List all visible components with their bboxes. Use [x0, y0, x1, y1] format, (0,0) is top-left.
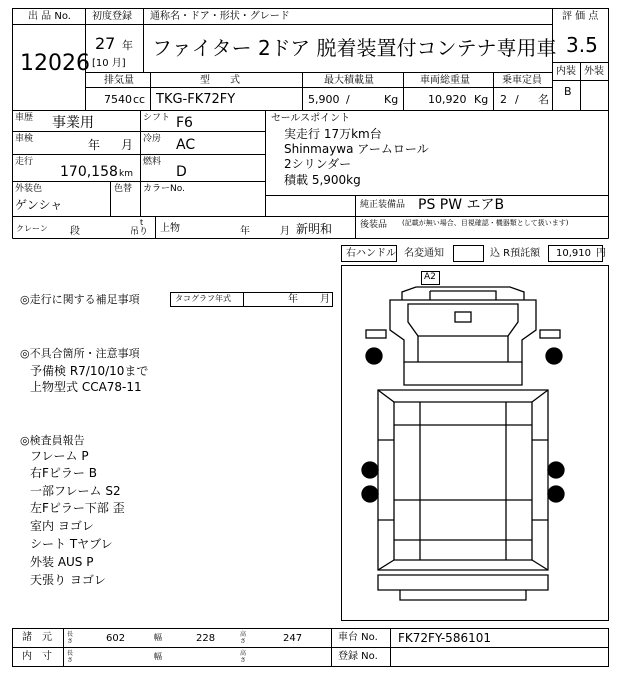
spec-label: 諸 元: [22, 632, 52, 643]
inspector-report-line: 一部フレーム S2: [30, 484, 121, 498]
lot-number: 12026: [20, 51, 90, 76]
fuel-value: D: [176, 164, 187, 180]
first-registration-label: 初度登録: [92, 11, 132, 22]
registration-no-label: 登録 No.: [338, 651, 378, 662]
body-label: 上物: [160, 223, 180, 234]
sales-points-label: セールスポイント: [271, 113, 351, 124]
length-label: 長さ: [67, 631, 74, 645]
fuel-label: 燃料: [143, 157, 162, 167]
crane-stage-unit: 段: [70, 226, 80, 237]
color-code-label: カラーNo.: [143, 184, 185, 194]
sales-point-line: 実走行 17万km台: [284, 127, 382, 141]
crane-label: クレーン: [16, 224, 48, 233]
ac-label: 冷房: [143, 134, 162, 144]
displacement-value: 7540: [104, 93, 132, 106]
exterior-grade-label: 外装: [584, 66, 604, 77]
model-code: TKG-FK72FY: [156, 92, 236, 107]
defect-notes-title: ◎不具合箇所・注意事項: [20, 347, 140, 360]
vehicle-name-label: 通称名・ドア・形状・グレード: [150, 11, 290, 22]
sales-point-line: 積載 5,900kg: [284, 173, 361, 187]
max-load-label: 最大積載量: [324, 75, 374, 86]
inner-height-label: 高さ: [240, 650, 247, 664]
crane-lift-unit: 吊り: [130, 227, 149, 237]
registration-month: [10 月]: [92, 58, 126, 69]
interior-grade: B: [564, 85, 572, 98]
inner-size-label: 内 寸: [22, 651, 52, 662]
steering-side: 右ハンドル: [346, 248, 396, 259]
history-value: 事業用: [52, 115, 94, 131]
displacement-unit: cc: [133, 93, 146, 106]
aftermarket-label: 後装品: [360, 220, 388, 230]
capacity-value: 2: [500, 93, 507, 106]
driving-notes-title: ◎走行に関する補足事項: [20, 293, 140, 306]
recycle-fee-unit: 円: [596, 248, 606, 259]
ac-value: AC: [176, 137, 196, 153]
width-label: 幅: [154, 633, 162, 642]
body-maker: 新明和: [296, 222, 333, 236]
truck-body-diagram: [362, 287, 564, 600]
width-value: 228: [196, 633, 216, 644]
max-load-separator: /: [346, 93, 350, 106]
inner-width-label: 幅: [154, 652, 162, 661]
mileage-label: 走行: [15, 157, 34, 167]
tachograph-label: タコグラフ年式: [175, 294, 231, 303]
max-load-value: 5,900: [308, 93, 340, 106]
rating-score: 3.5: [566, 33, 598, 57]
capacity-separator: /: [515, 93, 519, 106]
chassis-number: FK72FY-586101: [398, 631, 491, 645]
inspector-report-line: 右Fピラー B: [30, 466, 97, 480]
inspector-report-title: ◎検査員報告: [20, 434, 85, 447]
sales-point-line: 2シリンダー: [284, 157, 352, 171]
damage-mark: A2: [424, 272, 436, 282]
body-month-unit: 月: [280, 226, 290, 237]
length-value: 602: [106, 633, 126, 644]
capacity-label: 乗車定員: [502, 75, 542, 86]
inspector-report-line: フレーム P: [30, 449, 89, 463]
displacement-label: 排気量: [104, 75, 134, 86]
height-value: 247: [283, 633, 303, 644]
height-label: 高さ: [240, 631, 247, 645]
name-change-label: 名変通知: [404, 248, 444, 259]
aftermarket-note: (記載が無い場合、目視確認・機器類として扱います): [402, 219, 569, 227]
defect-note-line: 予備検 R7/10/10まで: [30, 364, 149, 378]
mileage-value: 170,158: [60, 164, 118, 180]
color-change-label: 色替: [114, 184, 133, 194]
capacity-unit: 名: [538, 93, 549, 106]
inspector-report-line: 外装 AUS P: [30, 555, 94, 569]
history-label: 車歴: [15, 113, 34, 123]
shift-label: シフト: [143, 113, 171, 123]
color-value: ゲンシャ: [15, 198, 63, 212]
body-year-unit: 年: [240, 226, 250, 237]
gross-weight-value: 10,920: [428, 93, 467, 106]
tachograph-year-unit: 年: [288, 294, 298, 305]
inspection-month-unit: 月: [121, 138, 134, 152]
crane-ton-unit: t: [140, 218, 144, 227]
rating-label: 評 価 点: [562, 11, 599, 22]
gross-weight-label: 車両総重量: [420, 75, 470, 86]
inspector-report-line: 左Fピラー下部 歪: [30, 501, 125, 515]
inspector-report-line: 天張り ヨゴレ: [30, 573, 106, 587]
inspection-year-unit: 年: [88, 138, 101, 152]
shift-value: F6: [176, 115, 193, 131]
inspector-report-line: 室内 ヨゴレ: [30, 519, 94, 533]
registration-year: 27: [95, 34, 116, 53]
sales-point-line: Shinmaywa アームロール: [284, 142, 429, 156]
color-label: 外装色: [15, 184, 43, 194]
model-label: 型 式: [200, 75, 240, 86]
genuine-equipment-label: 純正装備品: [360, 200, 406, 210]
chassis-label: 車台 No.: [338, 632, 378, 643]
vehicle-name: ファイター 2ドア 脱着装置付コンテナ専用車: [152, 36, 557, 60]
inspector-report-line: シート Tヤブレ: [30, 537, 113, 551]
inner-length-label: 長さ: [67, 650, 74, 664]
tachograph-month-unit: 月: [320, 294, 330, 305]
genuine-equipment-value: PS PW エアB: [418, 197, 505, 213]
mileage-unit: km: [119, 169, 133, 179]
gross-weight-unit: Kg: [474, 93, 489, 106]
recycle-fee-value: 10,910: [556, 248, 591, 259]
defect-note-line: 上物型式 CCA78-11: [30, 380, 142, 394]
year-unit: 年: [122, 39, 133, 52]
lot-label: 出 品 No.: [28, 11, 71, 22]
interior-grade-label: 内装: [556, 66, 576, 77]
recycle-fee-label: 込 R預託額: [490, 248, 541, 259]
max-load-unit: Kg: [384, 93, 399, 106]
inspection-label: 車検: [15, 134, 34, 144]
